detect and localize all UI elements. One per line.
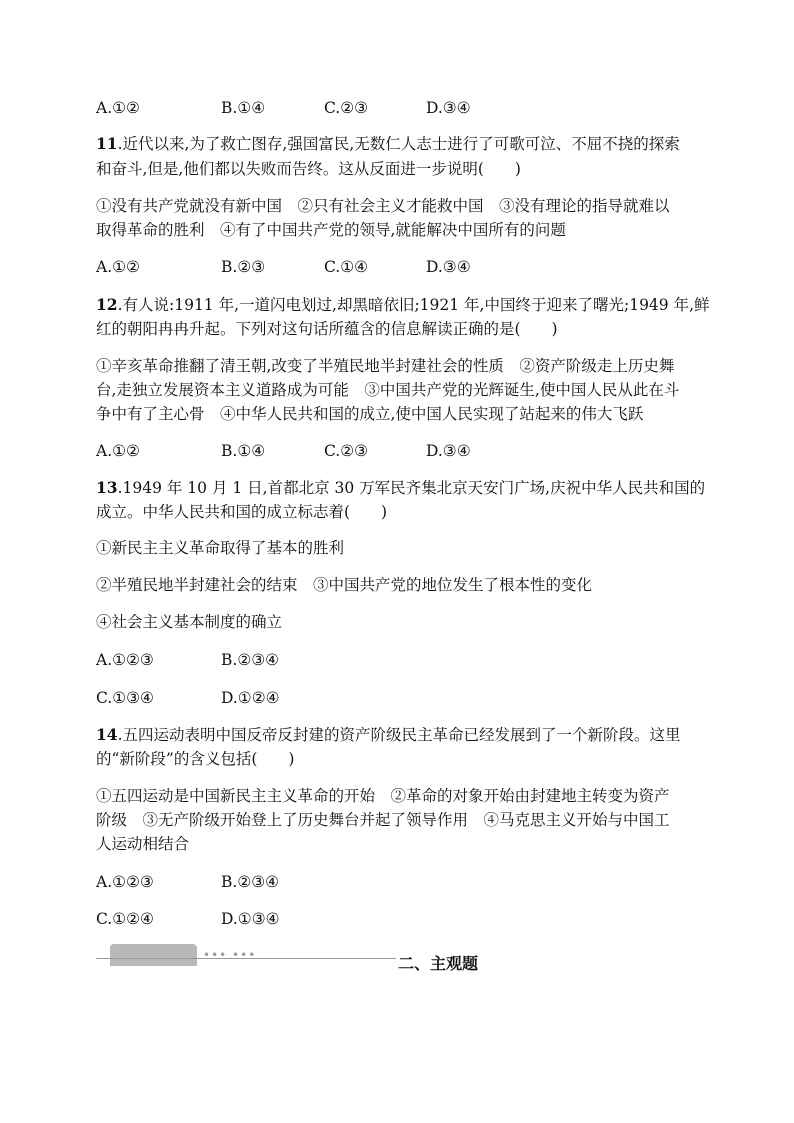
question-11-statement-line: 取得革命的胜利 ④有了中国共产党的领导,就能解决中国所有的问题 <box>96 221 566 239</box>
option-d[interactable]: D.③④ <box>426 99 471 117</box>
option-b[interactable]: B.②③ <box>221 258 266 276</box>
question-11-stem-line-2: 和奋斗,但是,他们都以失败而告终。这从反面进一步说明( ) <box>96 160 521 178</box>
question-13-stem-line-2: 成立。中华人民共和国的成立标志着( ) <box>96 503 388 521</box>
option-a[interactable]: A.①②③ <box>96 873 154 891</box>
question-14-statement-line: 阶级 ③无产阶级开始登上了历史舞台并起了领导作用 ④马克思主义开始与中国工 <box>96 811 670 829</box>
option-c[interactable]: C.②③ <box>324 442 369 460</box>
question-13-statement-line: ①新民主主义革命取得了基本的胜利 <box>96 539 345 557</box>
section-title: 二、主观题 <box>398 954 479 973</box>
question-number: 13 <box>96 478 118 497</box>
question-number: 12 <box>96 295 118 314</box>
option-a[interactable]: A.①② <box>96 442 140 460</box>
option-d[interactable]: D.③④ <box>426 258 471 276</box>
question-14-stem-line-2: 的“新阶段”的含义包括( ) <box>96 750 295 768</box>
option-a[interactable]: A.①②③ <box>96 651 154 669</box>
section-tab-decoration <box>110 944 197 966</box>
option-c[interactable]: C.②③ <box>324 99 369 117</box>
question-12-statement-line: 争中有了主心骨 ④中华人民共和国的成立,使中国人民实现了站起来的伟大飞跃 <box>96 405 644 423</box>
option-d[interactable]: D.①②④ <box>221 689 280 707</box>
question-14-stem-line-1: 14.五四运动表明中国反帝反封建的资产阶级民主革命已经发展到了一个新阶段。这里 <box>96 725 681 744</box>
question-12-stem-line-1: 12.有人说:1911 年,一道闪电划过,却黑暗依旧;1921 年,中国终于迎来了曙光;1949 年,鲜 <box>96 295 710 314</box>
question-13-stem-line-1: 13.1949 年 10 月 1 日,首都北京 30 万军民齐集北京天安门广场,庆祝中华人民共和国的 <box>96 478 706 497</box>
question-number: 14 <box>96 725 118 744</box>
option-b[interactable]: B.②③④ <box>221 873 280 891</box>
question-11-stem-line-1: 11.近代以来,为了救亡图存,强国富民,无数仁人志士进行了可歌可泣、不屈不挠的探索 <box>96 134 680 153</box>
option-d[interactable]: D.①③④ <box>221 910 280 928</box>
option-b[interactable]: B.②③④ <box>221 651 280 669</box>
question-12-statement-line: 台,走独立发展资本主义道路成为可能 ③中国共产党的光辉诞生,使中国人民从此在斗 <box>96 381 680 399</box>
question-13-statement-line: ②半殖民地半封建社会的结束 ③中国共产党的地位发生了根本性的变化 <box>96 576 593 594</box>
option-b[interactable]: B.①④ <box>221 442 266 460</box>
question-14-statement-line: 人运动相结合 <box>96 835 190 853</box>
option-c[interactable]: C.①②④ <box>96 910 154 928</box>
option-a[interactable]: A.①② <box>96 99 140 117</box>
option-a[interactable]: A.①② <box>96 258 140 276</box>
option-d[interactable]: D.③④ <box>426 442 471 460</box>
question-12-statement-line: ①辛亥革命推翻了清王朝,改变了半殖民地半封建社会的性质 ②资产阶级走上历史舞 <box>96 357 675 375</box>
option-b[interactable]: B.①④ <box>221 99 266 117</box>
question-12-stem-line-2: 红的朝阳冉冉升起。下列对这句话所蕴含的信息解读正确的是( ) <box>96 320 558 338</box>
question-13-statement-line: ④社会主义基本制度的确立 <box>96 613 283 631</box>
question-number: 11 <box>96 134 118 153</box>
question-14-statement-line: ①五四运动是中国新民主主义革命的开始 ②革命的对象开始由封建地主转变为资产 <box>96 787 670 805</box>
option-c[interactable]: C.①③④ <box>96 689 154 707</box>
question-11-statement-line: ①没有共产党就没有新中国 ②只有社会主义才能救中国 ③没有理论的指导就难以 <box>96 197 670 215</box>
section-dots-decoration: ••• ••• <box>203 948 257 962</box>
option-c[interactable]: C.①④ <box>324 258 369 276</box>
